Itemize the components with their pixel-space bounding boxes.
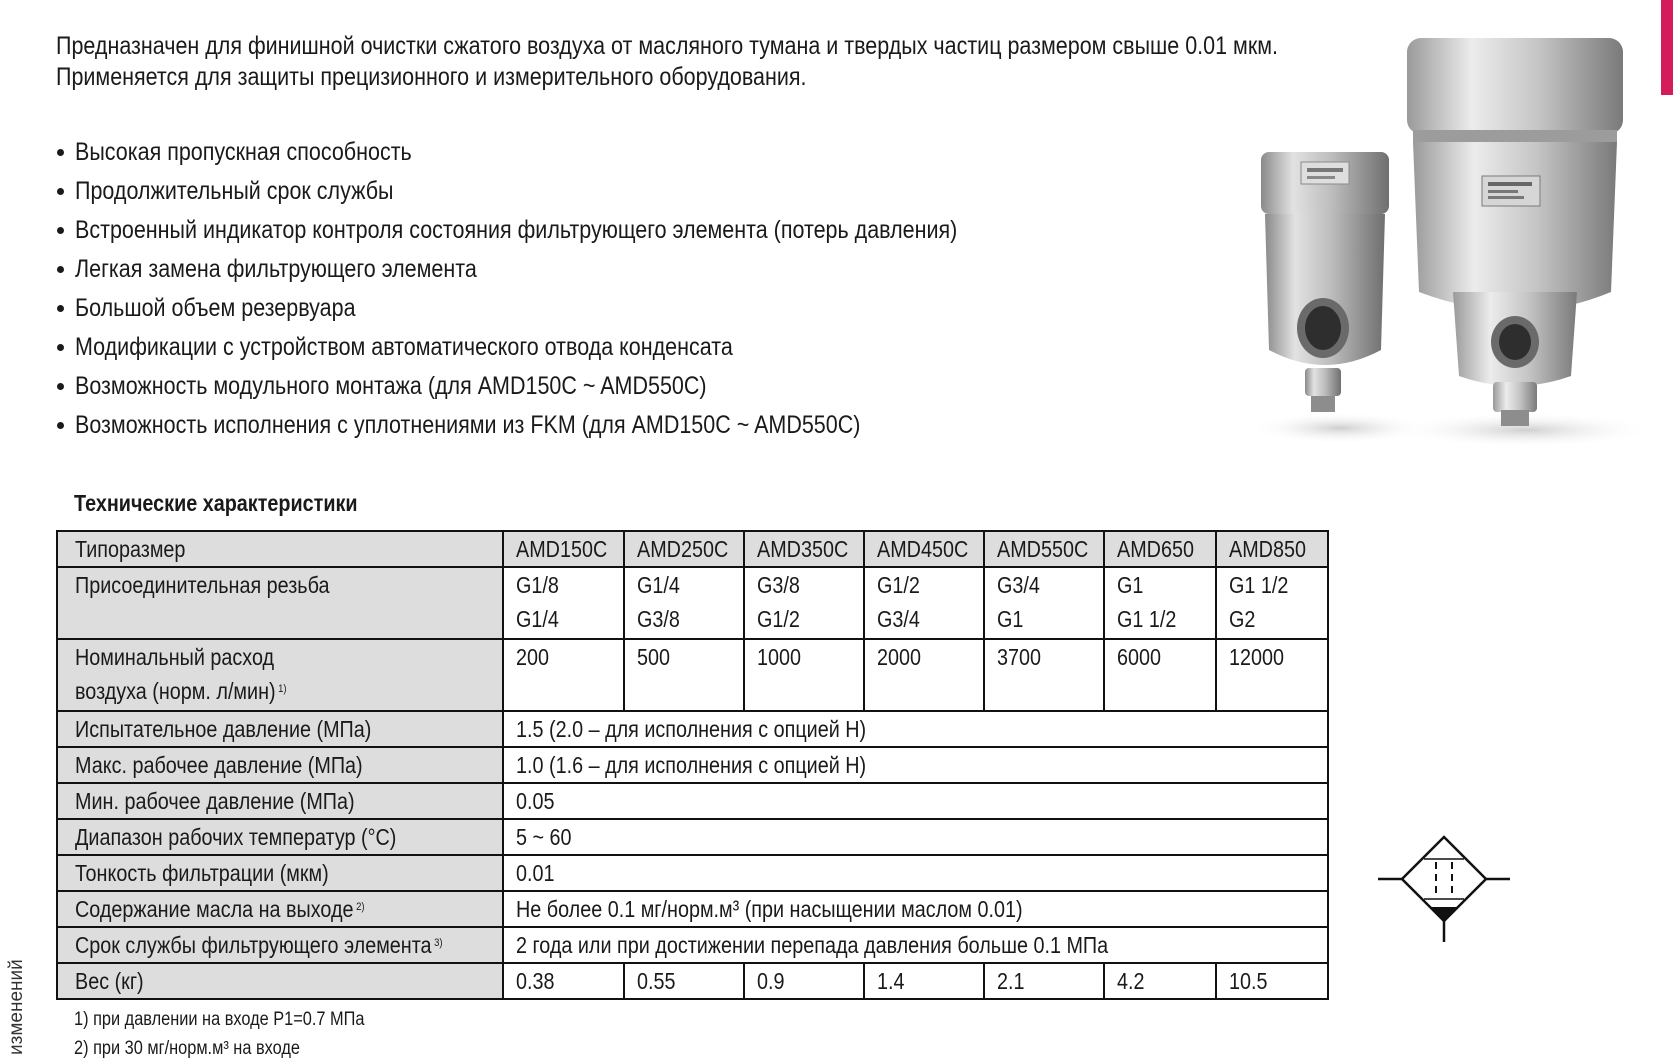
list-item: Большой объем резервуара <box>56 293 1101 332</box>
table-cell: G3/8 <box>636 606 680 632</box>
table-cell: 6000 <box>1116 644 1161 670</box>
intro-line-1: Предназначен для финишной очистки сжатого воздуха от масляного тумана и твердых частиц размером свыше 0.01 мкм. <box>56 32 1278 60</box>
table-row <box>57 711 1328 747</box>
table-row <box>57 567 1328 639</box>
bullet-icon <box>57 305 64 312</box>
table-cell: AMD550C <box>996 536 1089 562</box>
list-item: Возможность исполнения с уплотнениями из FKM (для AMD150C ~ AMD550C) <box>56 410 1101 449</box>
features-list <box>56 137 1101 449</box>
row-label: Типоразмер <box>75 536 186 562</box>
table-cell: G1/2 <box>756 606 800 632</box>
footnote-1: 1) при давлении на входе P1=0.7 МПа <box>74 1009 365 1030</box>
table-cell: G2 <box>1228 606 1256 632</box>
table-cell: G1/4 <box>636 572 680 598</box>
bullet-icon <box>57 422 64 429</box>
table-cell: 2.1 <box>996 968 1025 994</box>
table-cell: AMD250C <box>636 536 728 562</box>
bullet-icon <box>57 344 64 351</box>
table-cell: G3/8 <box>756 572 800 598</box>
bullet-icon <box>57 383 64 390</box>
list-item: Высокая пропускная способность <box>56 137 1101 176</box>
table-cell: 2000 <box>876 644 921 670</box>
table-cell: 0.38 <box>516 968 555 994</box>
table-cell: 0.05 <box>516 788 555 814</box>
table-row <box>57 963 1328 999</box>
table-cell: 500 <box>636 644 670 670</box>
bullet-icon <box>57 188 64 195</box>
table-cell: G1 <box>996 606 1024 632</box>
table-cell: AMD350C <box>756 536 848 562</box>
table-row <box>57 819 1328 855</box>
table-cell: AMD850 <box>1228 536 1306 562</box>
row-label: Присоединительная резьба <box>75 572 330 598</box>
row-label: Испытательное давление (МПа) <box>75 716 372 742</box>
table-row <box>57 927 1328 963</box>
table-cell: 200 <box>516 644 550 670</box>
intro-line-2: Применяется для защиты прецизионного и измерительного оборудования. <box>56 63 807 91</box>
table-row <box>57 855 1328 891</box>
table-cell: Не более 0.1 мг/норм.м³ (при насыщении маслом 0.01) <box>516 896 1023 922</box>
table-cell: 0.55 <box>636 968 675 994</box>
row-label: Номинальный расход <box>75 644 275 670</box>
bullet-icon <box>57 149 64 156</box>
side-margin-text: изменений <box>6 959 27 1055</box>
table-cell: AMD650 <box>1116 536 1194 562</box>
table-row <box>57 747 1328 783</box>
table-cell: 4.2 <box>1116 968 1145 994</box>
row-label: Срок службы фильтрующего элемента <box>75 932 432 958</box>
list-item: Продолжительный срок службы <box>56 176 1101 215</box>
table-row <box>57 639 1328 711</box>
table-cell: 5 ~ 60 <box>516 824 572 850</box>
product-photo <box>1255 30 1655 450</box>
filter-symbol-icon <box>1378 834 1510 944</box>
list-item: Легкая замена фильтрующего элемента <box>56 254 1101 293</box>
table-cell: 1000 <box>756 644 801 670</box>
footnote-ref: 2) <box>356 901 365 913</box>
list-item: Встроенный индикатор контроля состояния фильтрующего элемента (потерь давления) <box>56 215 1101 254</box>
table-row <box>57 783 1328 819</box>
table-cell: 1.5 (2.0 – для исполнения с опцией H) <box>516 716 867 742</box>
table-cell: G1/4 <box>516 606 560 632</box>
table-cell: 1.0 (1.6 – для исполнения с опцией H) <box>516 752 867 778</box>
table-cell: G3/4 <box>996 572 1040 598</box>
bullet-icon <box>57 266 64 273</box>
table-cell: G1 1/2 <box>1116 606 1177 632</box>
footnote-ref: 1) <box>278 683 287 695</box>
table-cell: 3700 <box>996 644 1041 670</box>
row-label: Тонкость фильтрации (мкм) <box>75 860 329 886</box>
footnote-2: 2) при 30 мг/норм.м³ на входе <box>74 1038 300 1059</box>
table-cell: AMD450C <box>876 536 968 562</box>
accent-bar <box>1661 0 1673 95</box>
table-cell: G1 <box>1116 572 1144 598</box>
table-cell: 1.4 <box>876 968 905 994</box>
row-label: воздуха (норм. л/мин) <box>75 678 276 704</box>
list-item: Модификации с устройством автоматического отвода конденсата <box>56 332 1101 371</box>
table-row <box>57 531 1328 567</box>
footnotes <box>74 1005 412 1063</box>
specs-heading: Технические характеристики <box>74 490 358 516</box>
table-cell: G1/8 <box>516 572 560 598</box>
row-label: Содержание масла на выходе <box>75 896 354 922</box>
table-cell: G1 1/2 <box>1228 572 1289 598</box>
bullet-icon <box>57 227 64 234</box>
table-cell: G3/4 <box>876 606 920 632</box>
row-label: Вес (кг) <box>75 968 144 994</box>
table-cell: 0.9 <box>756 968 785 994</box>
table-cell: AMD150C <box>516 536 608 562</box>
specs-table <box>56 530 1329 1000</box>
footnote-ref: 3) <box>434 937 443 949</box>
row-label: Макс. рабочее давление (МПа) <box>75 752 363 778</box>
table-cell: G1/2 <box>876 572 920 598</box>
table-cell: 10.5 <box>1228 968 1268 994</box>
table-cell: 0.01 <box>516 860 555 886</box>
list-item: Возможность модульного монтажа (для AMD150C ~ AMD550C) <box>56 371 1101 410</box>
table-cell: 2 года или при достижении перепада давления больше 0.1 МПа <box>516 932 1109 958</box>
table-cell: 12000 <box>1228 644 1284 670</box>
row-label: Мин. рабочее давление (МПа) <box>75 788 355 814</box>
table-row <box>57 891 1328 927</box>
row-label: Диапазон рабочих температур (°C) <box>75 824 397 850</box>
